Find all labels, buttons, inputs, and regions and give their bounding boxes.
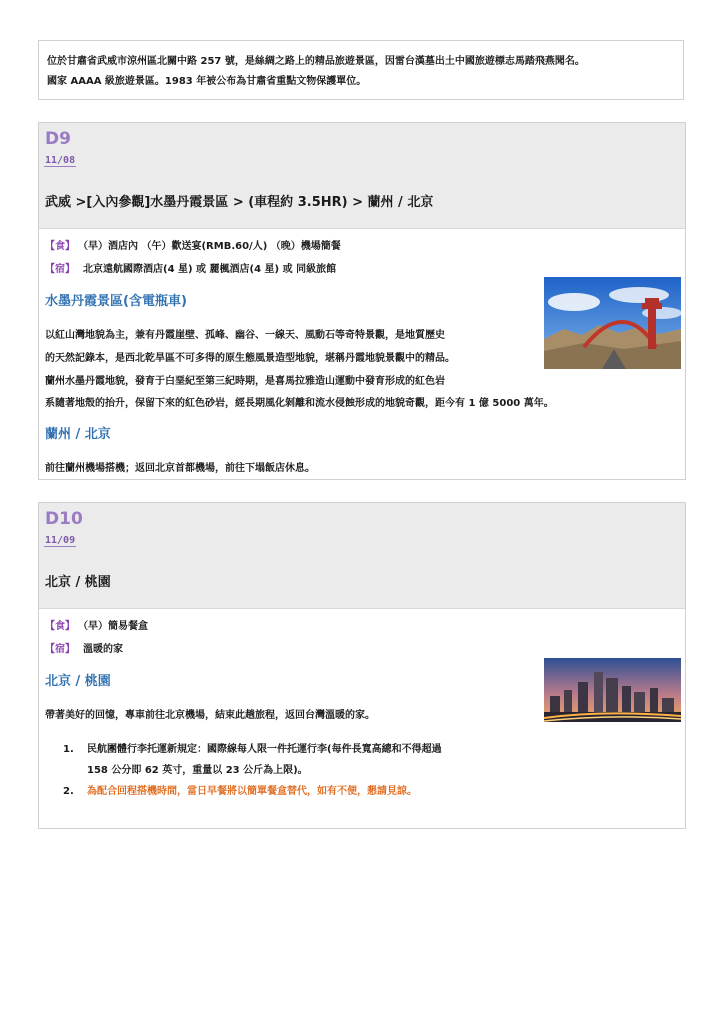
meals-tag: 【食】 — [45, 621, 75, 632]
body-line: 系隨著地殼的抬升，保留下來的紅色砂岩，經長期風化剝離和流水侵蝕形成的地貌奇觀，距今有 1 億 5000 萬年。 — [45, 398, 554, 409]
note-number: 2. — [63, 786, 74, 797]
meals-row — [45, 237, 341, 252]
note-line: 為配合回程搭機時間，當日早餐將以簡單餐盒替代，如有不便，懇請見諒。 — [87, 786, 417, 797]
hotel-text: 北京遠航國際酒店(4 星) 或 麗楓酒店(4 星) 或 同級旅館 — [83, 264, 337, 275]
day-date: 11/08 — [45, 155, 76, 166]
body-line: 蘭州水墨丹霞地貌，發育于白堊紀至第三紀時期，是喜馬拉雅造山運動中發育形成的紅色岩 — [45, 376, 445, 387]
meals-row — [45, 617, 148, 632]
body-line: 前往蘭州機場搭機；返回北京首都機場，前往下塌飯店休息。 — [45, 463, 315, 474]
day-header — [39, 503, 685, 609]
note-line: 民航團體行李托運新規定：國際線每人限一件托運行李(每件長寬高總和不得超過 — [87, 744, 442, 755]
body-line: 的天然記錄本，是西北乾旱區不可多得的原生態風景造型地貌，堪稱丹霞地貌景觀中的精品。 — [45, 353, 455, 364]
meals-text: （早）簡易餐盒 — [83, 621, 148, 632]
beijing-skyline-photo — [544, 658, 681, 722]
section-title-lanzhou-beijing: 蘭州 / 北京 — [45, 427, 111, 442]
hotel-text: 溫暖的家 — [83, 644, 123, 655]
danxia-landscape-photo — [544, 277, 681, 369]
day-card-d10 — [38, 502, 686, 829]
section-title-scenic-area: 水墨丹霞景區(含電瓶車) — [45, 294, 187, 309]
day-card-d9 — [38, 122, 686, 480]
hotel-tag: 【宿】 — [45, 264, 75, 275]
meals-text: （早）酒店內 （午）歡送宴(RMB.60/人) （晚）機場簡餐 — [83, 241, 341, 252]
note-number: 1. — [63, 744, 74, 755]
note-line: 158 公分即 62 英寸，重量以 23 公斤為上限)。 — [87, 765, 308, 776]
body-line: 以紅山灣地貌為主，兼有丹霞崖壁、孤峰、幽谷、一線天、風動石等奇特景觀，是地質歷史 — [45, 330, 445, 341]
body-line: 帶著美好的回憶，專車前往北京機場，結束此趟旅程，返回台灣溫暖的家。 — [45, 710, 375, 721]
route-title: 北京 / 桃園 — [45, 575, 111, 590]
hotel-tag: 【宿】 — [45, 644, 75, 655]
meals-tag: 【食】 — [45, 241, 75, 252]
intro-box — [38, 40, 684, 100]
day-header — [39, 123, 685, 229]
hotel-row — [45, 640, 123, 655]
note-item-highlighted — [63, 781, 442, 802]
day-date: 11/09 — [45, 535, 76, 546]
hotel-row — [45, 260, 336, 275]
day-label: D9 — [45, 129, 71, 149]
section-title-beijing-taoyuan: 北京 / 桃園 — [45, 674, 111, 689]
route-title: 武威 >[入內參觀]水墨丹霞景區 > (車程約 3.5HR) > 蘭州 / 北京 — [45, 195, 434, 210]
note-item — [63, 739, 442, 781]
intro-line-2: 國家 AAAA 級旅遊景區。1983 年被公布為甘肅省重點文物保護單位。 — [47, 76, 367, 87]
intro-line-1: 位於甘肅省武威市涼州區北關中路 257 號，是絲綢之路上的精品旅遊景區，因雷台漢墓出土中國旅遊標志馬踏飛燕聞名。 — [47, 56, 585, 67]
notes-list — [63, 739, 442, 802]
day-label: D10 — [45, 509, 83, 529]
